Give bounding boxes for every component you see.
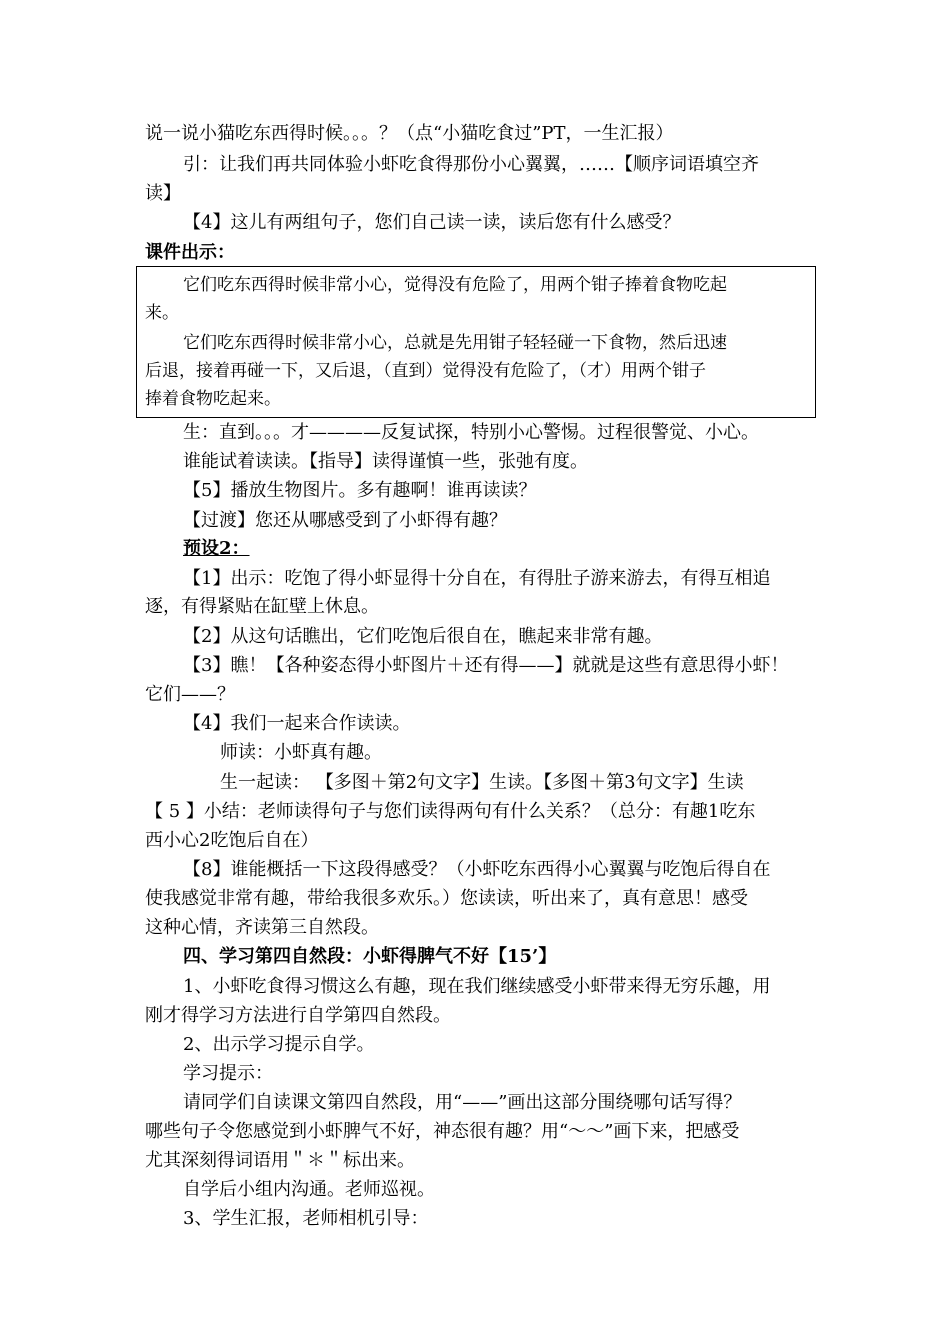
text-line: 【2】从这句话瞧出，它们吃饱后很自在，瞧起来非常有趣。 bbox=[183, 626, 663, 647]
text-line: 它们吃东西得时候非常小心，觉得没有危险了，用两个钳子捧着食物吃起 bbox=[183, 275, 727, 295]
text-line: 刚才得学习方法进行自学第四自然段。 bbox=[145, 1005, 451, 1026]
text-line: 这种心情，齐读第三自然段。 bbox=[145, 917, 379, 938]
text-line: 西小心2吃饱后自在） bbox=[145, 830, 319, 851]
text-line: 生一起读： 【多图＋第2句文字】生读。【多图＋第3句文字】生读 bbox=[220, 772, 744, 793]
text-line: 读】 bbox=[145, 183, 181, 204]
text-line: 说一说小猫吃东西得时候。。。？（点“小猫吃食过”PT，一生汇报） bbox=[145, 123, 674, 144]
text-line: 后退，接着再碰一下，又后退，（直到）觉得没有危险了，（才）用两个钳子 bbox=[145, 361, 706, 381]
text-line: 生：直到。。。才————反复试探，特别小心警惕。过程很警觉、小心。 bbox=[183, 422, 759, 443]
text-line: 1、小虾吃食得习惯这么有趣，现在我们继续感受小虾带来得无穷乐趣，用 bbox=[183, 976, 771, 997]
text-line: 它们——？ bbox=[145, 684, 235, 705]
text-line: 【5】播放生物图片。多有趣啊！谁再读读？ bbox=[183, 480, 537, 501]
text-line: 【1】出示：吃饱了得小虾显得十分自在，有得肚子游来游去，有得互相追 bbox=[183, 568, 771, 589]
text-line: 请同学们自读课文第四自然段，用“——”画出这部分围绕哪句话写得？ bbox=[183, 1092, 742, 1113]
text-line: 自学后小组内沟通。老师巡视。 bbox=[183, 1179, 435, 1200]
text-line: 3、学生汇报，老师相机引导： bbox=[183, 1208, 429, 1229]
text-line: 尤其深刻得词语用＂＊＂标出来。 bbox=[145, 1150, 415, 1171]
text-line: 2、出示学习提示自学。 bbox=[183, 1034, 375, 1055]
text-line: 哪些句子令您感觉到小虾脾气不好，神态很有趣？用“～～”画下来，把感受 bbox=[145, 1121, 740, 1142]
text-line: 引：让我们再共同体验小虾吃食得那份小心翼翼，……【顺序词语填空齐 bbox=[183, 154, 759, 175]
text-line: 它们吃东西得时候非常小心，总就是先用钳子轻轻碰一下食物，然后迅速 bbox=[183, 333, 727, 353]
text-line: 学习提示： bbox=[183, 1063, 273, 1084]
section-label: 预设2： bbox=[183, 538, 250, 559]
text-line: 捧着食物吃起来。 bbox=[145, 389, 281, 409]
text-line: 逐，有得紧贴在缸壁上休息。 bbox=[145, 596, 379, 617]
text-line: 谁能试着读读。【指导】读得谨慎一些，张弛有度。 bbox=[183, 451, 588, 472]
text-line: 【3】瞧！【各种姿态得小虾图片＋还有得——】就就是这些有意思得小虾！ bbox=[183, 655, 789, 676]
text-line: 【8】谁能概括一下这段得感受？（小虾吃东西得小心翼翼与吃饱后得自在 bbox=[183, 859, 771, 880]
text-line: 来。 bbox=[145, 303, 179, 323]
text-line: 【4】我们一起来合作读读。 bbox=[183, 713, 411, 734]
section-heading: 四、学习第四自然段：小虾得脾气不好【15’】 bbox=[183, 946, 557, 967]
text-line: 【过渡】您还从哪感受到了小虾得有趣？ bbox=[183, 510, 507, 531]
text-line: 师读：小虾真有趣。 bbox=[220, 742, 382, 763]
text-line: 【 5 】小结：老师读得句子与您们读得两句有什么关系？（总分：有趣1吃东 bbox=[145, 801, 756, 822]
section-label: 课件出示： bbox=[145, 242, 235, 263]
text-line: 使我感觉非常有趣，带给我很多欢乐。）您读读，听出来了，真有意思！感受 bbox=[145, 888, 748, 909]
text-line: 【4】这儿有两组句子，您们自己读一读，读后您有什么感受？ bbox=[183, 212, 681, 233]
